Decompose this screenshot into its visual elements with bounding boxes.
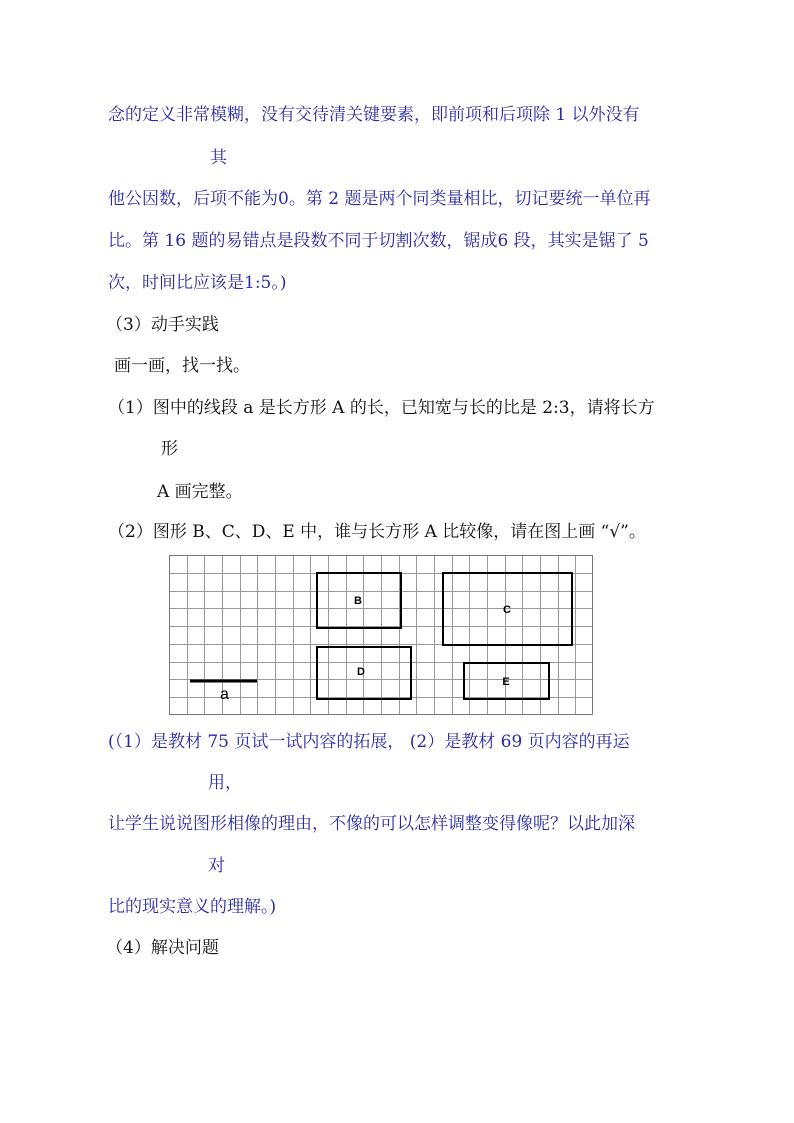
paragraph-2-line-5: 比的现实意义的理解。) [108,897,277,917]
question-1-line-3: A 画完整。 [157,482,243,502]
section-3-heading: （3）动手实践 [106,315,219,335]
question-1-line-2: 形 [161,439,178,459]
paragraph-2-line-1: (（1）是教材 75 页试一试内容的拓展， (2）是教材 69 页内容的再运 [108,732,630,752]
grid-lines [169,555,593,715]
rect-d-label: D [357,665,365,678]
paragraph-1-line-1: 念的定义非常模糊，没有交待清关键要素，即前项和后项除 1 以外没有 [108,105,640,125]
paragraph-2-line-3: 让学生说说图形相像的理由，不像的可以怎样调整变得像呢？以此加深 [108,814,635,834]
rect-b-label: B [354,594,362,607]
section-3-intro: 画一画，找一找。 [114,356,250,376]
question-2: （2）图形 B、C、D、E 中，谁与长方形 A 比较像，请在图上画 “√”。 [108,522,646,542]
paragraph-1-line-2: 其 [210,148,227,168]
section-4-heading: （4）解决问题 [106,938,219,958]
paragraph-1-line-4: 比。第 16 题的易错点是段数不同于切割次数，锯成6 段，其实是锯了 5 [108,231,649,251]
rect-e-label: E [502,675,510,688]
rect-c-label: C [503,603,511,616]
paragraph-1-line-3: 他公因数，后项不能为0。第 2 题是两个同类量相比，切记要统一单位再 [108,189,651,209]
paragraph-2-line-4: 对 [208,856,225,876]
paragraph-1-line-5: 次，时间比应该是1:5。) [108,273,287,293]
paragraph-2-line-2: 用， [208,773,242,793]
segment-a-label: a [220,686,229,703]
grid-svg [169,555,593,715]
grid-figure [169,555,593,715]
question-1-line-1: （1）图中的线段 a 是长方形 A 的长，已知宽与长的比是 2:3，请将长方 [108,398,655,418]
